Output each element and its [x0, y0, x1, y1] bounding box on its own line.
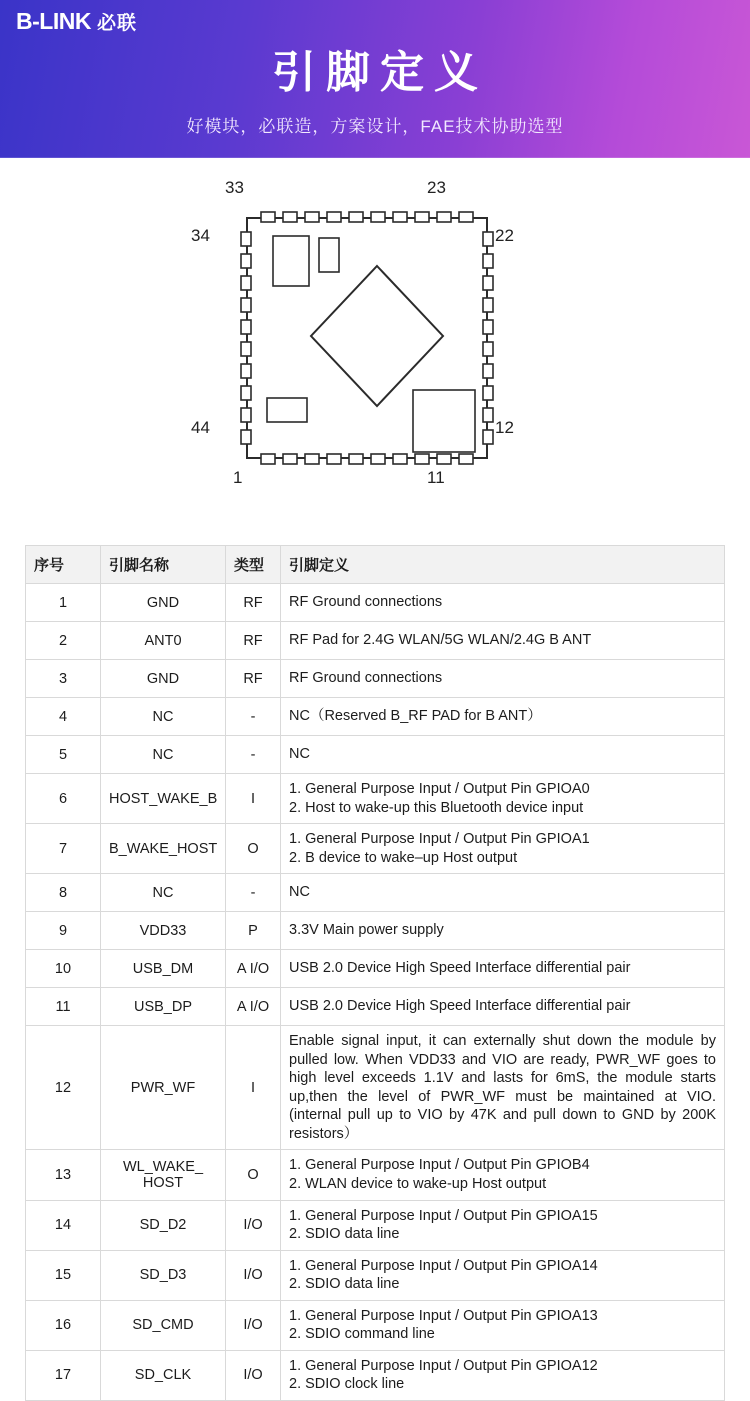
cell-definition [281, 622, 725, 660]
pin-label-11: 11 [427, 468, 445, 487]
definition-line: 2. SDIO data line [289, 1276, 400, 1293]
definition-line: 1. General Purpose Input / Output Pin GPIOA15 [289, 1207, 598, 1224]
cell-no: 16 [26, 1300, 101, 1350]
cell-no: 1 [26, 584, 101, 622]
pin-label-12: 12 [495, 418, 514, 437]
cell-type: I/O [226, 1250, 281, 1300]
cell-definition [281, 774, 725, 824]
table-row [26, 736, 725, 774]
definition-line: RF Ground connections [289, 594, 443, 611]
cell-no: 12 [26, 1026, 101, 1150]
table-row [26, 584, 725, 622]
pin-label-1: 1 [233, 468, 243, 487]
cell-no: 15 [26, 1250, 101, 1300]
cell-no: 7 [26, 824, 101, 874]
table-row [26, 912, 725, 950]
cell-pin-name: NC [101, 874, 226, 912]
definition-line: 1. General Purpose Input / Output Pin GPIOA12 [289, 1357, 598, 1374]
table-row [26, 698, 725, 736]
cell-definition [281, 736, 725, 774]
cell-type: - [226, 736, 281, 774]
cell-definition [281, 584, 725, 622]
cell-definition [281, 1300, 725, 1350]
page-title: 引脚定义 [272, 48, 488, 97]
diagram-section [0, 158, 750, 533]
definition-line: RF Ground connections [289, 670, 443, 687]
cell-type: I [226, 1026, 281, 1150]
cell-type: RF [226, 660, 281, 698]
table-row [26, 1026, 725, 1150]
definition-line: 1. General Purpose Input / Output Pin GPIOB4 [289, 1157, 590, 1174]
pin-label-22: 22 [495, 226, 514, 245]
table-row [26, 824, 725, 874]
cell-type: I/O [226, 1350, 281, 1400]
table-body [26, 584, 725, 1401]
column-header-definition: 引脚定义 [281, 546, 725, 584]
cell-type: I/O [226, 1300, 281, 1350]
cell-definition [281, 1350, 725, 1400]
table-row [26, 660, 725, 698]
cell-pin-name: USB_DP [101, 988, 226, 1026]
table-row [26, 950, 725, 988]
cell-no: 2 [26, 622, 101, 660]
table-row [26, 1350, 725, 1400]
cell-no: 14 [26, 1200, 101, 1250]
cell-pin-name: WL_WAKE_ HOST [101, 1150, 226, 1200]
cell-no: 8 [26, 874, 101, 912]
table-header-row [26, 546, 725, 584]
definition-line: NC（Reserved B_RF PAD for B ANT） [289, 708, 542, 725]
cell-definition [281, 1250, 725, 1300]
cell-type: - [226, 698, 281, 736]
cell-no: 13 [26, 1150, 101, 1200]
cell-type: O [226, 824, 281, 874]
cell-pin-name: USB_DM [101, 950, 226, 988]
definition-line: 2. SDIO clock line [289, 1376, 405, 1393]
cell-no: 4 [26, 698, 101, 736]
cell-definition [281, 874, 725, 912]
table-row [26, 988, 725, 1026]
cell-definition [281, 698, 725, 736]
cell-pin-name: SD_CMD [101, 1300, 226, 1350]
definition-line: 2. Host to wake-up this Bluetooth device input [289, 799, 584, 816]
cell-pin-name: HOST_WAKE_B [101, 774, 226, 824]
cell-type: RF [226, 584, 281, 622]
cell-type: P [226, 912, 281, 950]
cell-pin-name: SD_D2 [101, 1200, 226, 1250]
definition-line: RF Pad for 2.4G WLAN/5G WLAN/2.4G B ANT [289, 632, 592, 649]
cell-pin-name: VDD33 [101, 912, 226, 950]
definition-line: 1. General Purpose Input / Output Pin GPIOA13 [289, 1307, 598, 1324]
page-subtitle: 好模块，必联造，方案设计，FAE技术协助选型 [186, 117, 564, 136]
cell-definition [281, 988, 725, 1026]
cell-type: A I/O [226, 950, 281, 988]
table-row [26, 1250, 725, 1300]
cell-no: 5 [26, 736, 101, 774]
cell-pin-name: NC [101, 698, 226, 736]
pin-label-34: 34 [191, 226, 210, 245]
column-header-no: 序号 [26, 546, 101, 584]
page-header-banner [0, 0, 750, 158]
definition-line: 1. General Purpose Input / Output Pin GPIOA0 [289, 781, 590, 797]
cell-pin-name: SD_D3 [101, 1250, 226, 1300]
definition-line: USB 2.0 Device High Speed Interface differential pair [289, 960, 631, 977]
cell-definition [281, 824, 725, 874]
cell-type: A I/O [226, 988, 281, 1026]
definition-line: 3.3V Main power supply [289, 922, 444, 939]
cell-pin-name: B_WAKE_HOST [101, 824, 226, 874]
cell-definition [281, 912, 725, 950]
cell-type: I [226, 774, 281, 824]
cell-pin-name: GND [101, 584, 226, 622]
cell-no: 9 [26, 912, 101, 950]
cell-type: RF [226, 622, 281, 660]
module-pinout-diagram [191, 178, 545, 511]
logo-text: B-LINK [16, 8, 91, 34]
definition-line: 2. SDIO data line [289, 1226, 400, 1243]
definition-line: NC [289, 884, 310, 901]
cell-definition [281, 950, 725, 988]
definition-line: 2. B device to wake–up Host output [289, 849, 518, 866]
cell-no: 17 [26, 1350, 101, 1400]
cell-definition [281, 1026, 725, 1150]
table-row [26, 874, 725, 912]
cell-no: 6 [26, 774, 101, 824]
definition-line: 1. General Purpose Input / Output Pin GPIOA1 [289, 831, 590, 848]
cell-no: 11 [26, 988, 101, 1026]
definition-line: 2. SDIO command line [289, 1326, 435, 1343]
table-header [26, 546, 725, 584]
table-row [26, 1200, 725, 1250]
definition-line: USB 2.0 Device High Speed Interface differential pair [289, 998, 631, 1015]
cell-no: 10 [26, 950, 101, 988]
cell-type: - [226, 874, 281, 912]
pin-label-23: 23 [427, 178, 446, 197]
cell-pin-name: SD_CLK [101, 1350, 226, 1400]
pin-table-section [0, 533, 750, 1401]
cell-no: 3 [26, 660, 101, 698]
definition-line: Enable signal input, it can externally shut down the module by pulled low. When VDD33 and VIO are ready, PWR_WF goes to high level exceeds 1.1V and lasts for 6mS, the module starts up,then the level of PWR_WF must be maintained at VIO. (internal pull up to VIO by 47K and pull down to GND by 200K resistors） [289, 1033, 716, 1142]
cell-definition [281, 1150, 725, 1200]
table-row [26, 1150, 725, 1200]
cell-pin-name: ANT0 [101, 622, 226, 660]
cell-pin-name: GND [101, 660, 226, 698]
cell-pin-name: NC [101, 736, 226, 774]
definition-line: NC [289, 746, 310, 763]
definition-line: 2. WLAN device to wake-up Host output [289, 1176, 547, 1193]
logo-text-cn: 必联 [96, 13, 137, 34]
column-header-type: 类型 [226, 546, 281, 584]
table-row [26, 622, 725, 660]
pin-label-44: 44 [191, 418, 210, 437]
column-header-name: 引脚名称 [101, 546, 226, 584]
brand-logo [16, 8, 137, 35]
table-row [26, 774, 725, 824]
definition-line: 1. General Purpose Input / Output Pin GPIOA14 [289, 1257, 598, 1274]
cell-pin-name: PWR_WF [101, 1026, 226, 1150]
cell-type: I/O [226, 1200, 281, 1250]
cell-definition [281, 1200, 725, 1250]
cell-type: O [226, 1150, 281, 1200]
cell-definition [281, 660, 725, 698]
pin-label-33: 33 [225, 178, 244, 197]
table-row [26, 1300, 725, 1350]
pin-definition-table [25, 545, 725, 1401]
